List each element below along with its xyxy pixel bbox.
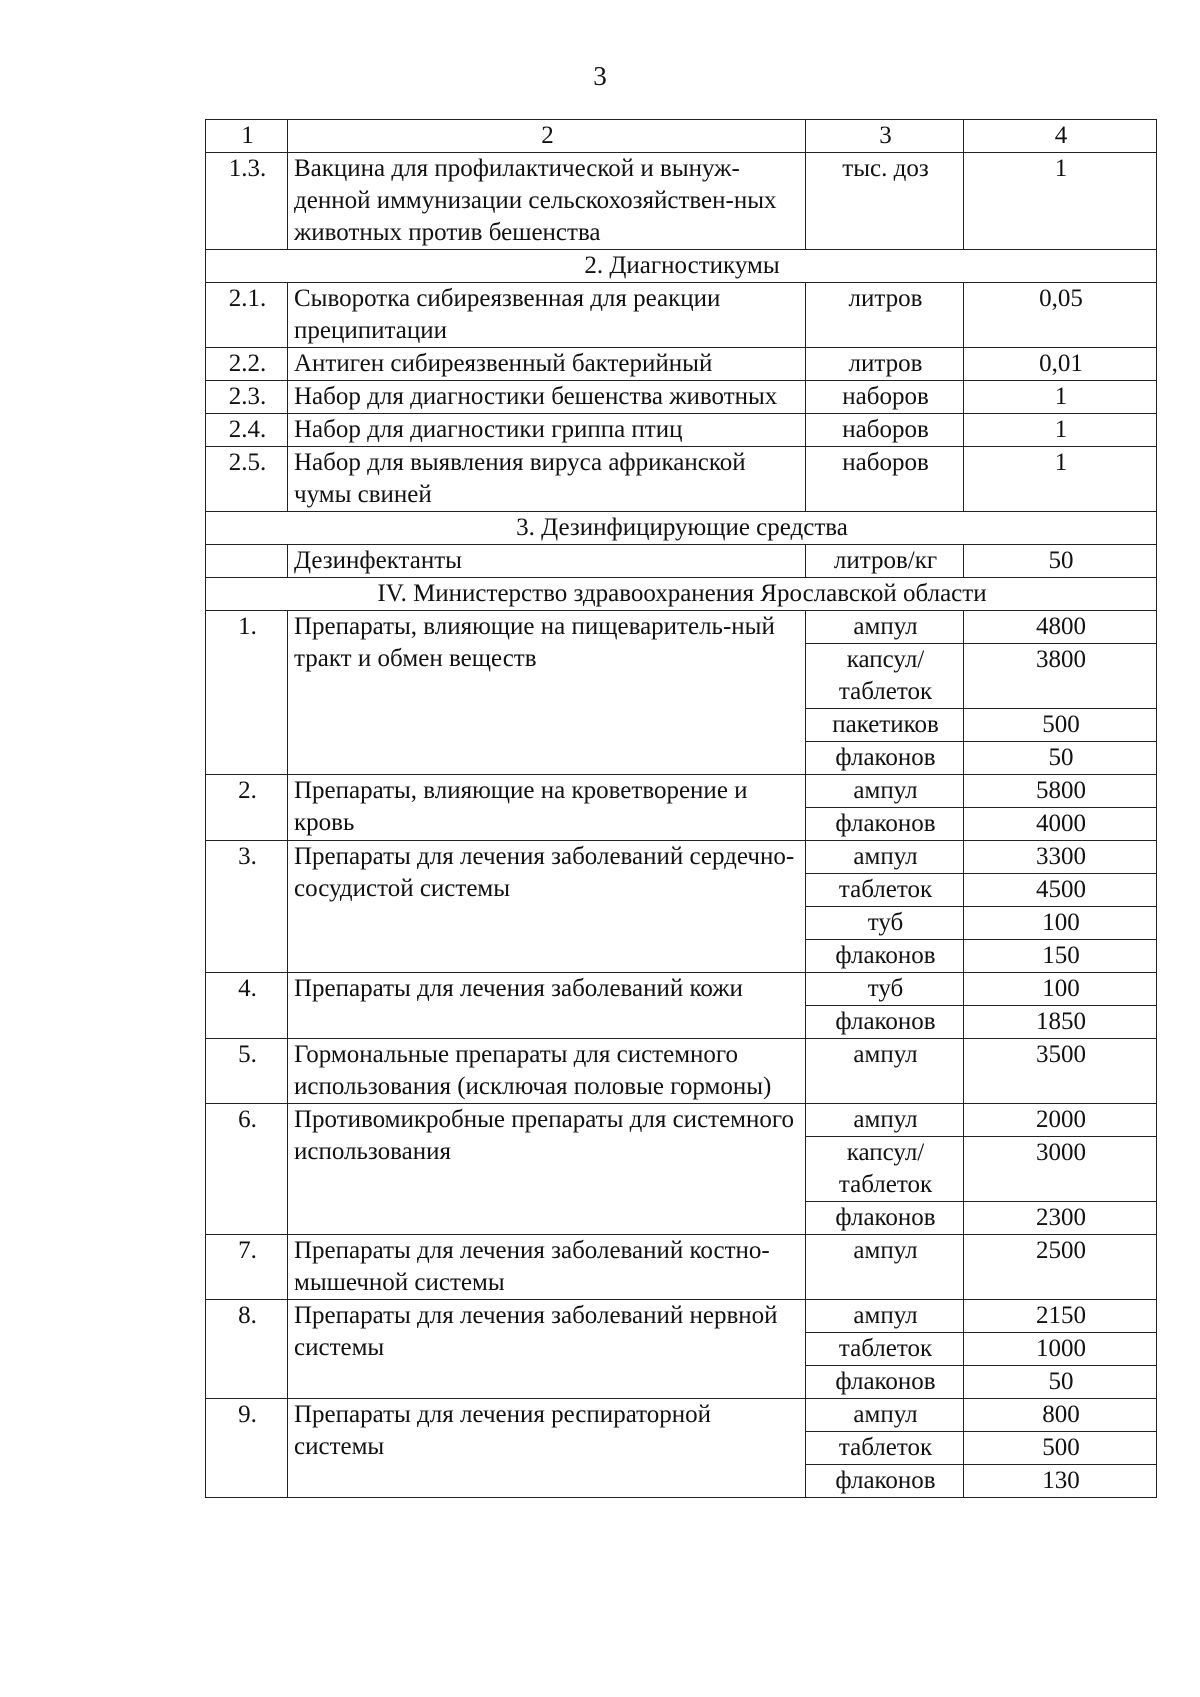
item-name: Набор для диагностики бешенства животных [288,381,806,414]
item-name: Гормональные препараты для системного использования (исключая половые гормоны) [288,1039,806,1104]
unit-cell: капсул/ таблеток [806,644,964,709]
item-number: 2. [206,775,288,841]
header-cell: 2 [288,120,806,153]
item-name: Сыворотка сибиреязвенная для реакции преципитации [288,283,806,348]
quantity-cell: 1 [964,447,1157,512]
quantity-cell: 5800 [964,775,1157,808]
quantity-cell: 1850 [964,1006,1157,1039]
item-number: 3. [206,841,288,973]
quantity-cell: 3500 [964,1039,1157,1104]
quantity-cell: 2150 [964,1300,1157,1333]
unit-cell: литров [806,348,964,381]
quantity-cell: 50 [964,742,1157,775]
unit-cell: флаконов [806,742,964,775]
header-cell: 1 [206,120,288,153]
item-number: 4. [206,973,288,1039]
unit-cell: литров [806,283,964,348]
unit-cell: ампул [806,1039,964,1104]
item-name: Препараты для лечения респираторной системы [288,1399,806,1498]
quantity-cell: 800 [964,1399,1157,1432]
item-name: Набор для диагностики гриппа птиц [288,414,806,447]
item-name: Препараты для лечения заболеваний нервной системы [288,1300,806,1399]
quantity-cell: 2300 [964,1202,1157,1235]
unit-cell: таблеток [806,1333,964,1366]
quantity-cell: 3300 [964,841,1157,874]
table-row [206,973,1157,1006]
quantity-cell: 1 [964,381,1157,414]
unit-cell: таблеток [806,874,964,907]
item-number: 7. [206,1235,288,1300]
item-name: Препараты для лечения заболеваний сердечно-сосудистой системы [288,841,806,973]
item-number: 2.5. [206,447,288,512]
quantity-cell: 1000 [964,1333,1157,1366]
unit-cell: флаконов [806,1202,964,1235]
page-number: 3 [593,61,607,91]
item-number: 2.4. [206,414,288,447]
unit-cell: наборов [806,414,964,447]
quantity-cell: 2500 [964,1235,1157,1300]
quantity-cell: 1 [964,414,1157,447]
section-title: 3. Дезинфицирующие средства [206,512,1157,545]
item-name: Антиген сибиреязвенный бактерийный [288,348,806,381]
quantity-cell: 4000 [964,808,1157,841]
item-number: 2.2. [206,348,288,381]
item-number: 1. [206,611,288,775]
unit-cell: ампул [806,1300,964,1333]
quantity-cell: 3000 [964,1137,1157,1202]
quantity-cell: 4800 [964,611,1157,644]
table-row [206,153,1157,250]
unit-cell: наборов [806,381,964,414]
item-number: 2.1. [206,283,288,348]
quantity-cell: 500 [964,1432,1157,1465]
table-row [206,447,1157,512]
quantity-cell: 130 [964,1465,1157,1498]
quantity-cell: 4500 [964,874,1157,907]
unit-cell: флаконов [806,1006,964,1039]
item-name: Препараты для лечения заболеваний костно-мышечной системы [288,1235,806,1300]
unit-cell: флаконов [806,1465,964,1498]
item-number: 6. [206,1104,288,1235]
item-number: 1.3. [206,153,288,250]
header-row [206,120,1157,153]
unit-cell: ампул [806,775,964,808]
unit-cell: туб [806,973,964,1006]
section-row [206,578,1157,611]
section-title: 2. Диагностикумы [206,250,1157,283]
table-row [206,1235,1157,1300]
table-row [206,611,1157,644]
item-name: Дезинфектанты [288,545,806,578]
table-row [206,348,1157,381]
table-row [206,381,1157,414]
unit-cell: ампул [806,841,964,874]
unit-cell: ампул [806,1399,964,1432]
quantity-cell: 50 [964,1366,1157,1399]
item-number: 2.3. [206,381,288,414]
table-row [206,414,1157,447]
quantity-cell: 2000 [964,1104,1157,1137]
quantity-cell: 500 [964,709,1157,742]
unit-cell: ампул [806,611,964,644]
unit-cell: пакетиков [806,709,964,742]
table-row [206,1039,1157,1104]
item-number: 5. [206,1039,288,1104]
unit-cell: туб [806,907,964,940]
unit-cell: тыс. доз [806,153,964,250]
table-row [206,1104,1157,1137]
unit-cell: флаконов [806,808,964,841]
item-name: Набор для выявления вируса африканской чумы свиней [288,447,806,512]
table-row [206,841,1157,874]
table-row [206,283,1157,348]
quantity-cell: 0,01 [964,348,1157,381]
table-row [206,545,1157,578]
item-number [206,545,288,578]
table-row [206,1300,1157,1333]
header-cell: 4 [964,120,1157,153]
unit-cell: литров/кг [806,545,964,578]
section-title: IV. Министерство здравоохранения Ярославской области [206,578,1157,611]
unit-cell: наборов [806,447,964,512]
item-name: Вакцина для профилактической и вынуж-денной иммунизации сельскохозяйствен-ных животных против бешенства [288,153,806,250]
unit-cell: ампул [806,1235,964,1300]
supplies-table [205,119,1157,1498]
section-row [206,512,1157,545]
quantity-cell: 150 [964,940,1157,973]
quantity-cell: 100 [964,907,1157,940]
unit-cell: флаконов [806,1366,964,1399]
section-row [206,250,1157,283]
item-name: Препараты для лечения заболеваний кожи [288,973,806,1039]
quantity-cell: 100 [964,973,1157,1006]
unit-cell: капсул/ таблеток [806,1137,964,1202]
item-number: 9. [206,1399,288,1498]
item-number: 8. [206,1300,288,1399]
quantity-cell: 1 [964,153,1157,250]
quantity-cell: 3800 [964,644,1157,709]
item-name: Препараты, влияющие на кроветворение и кровь [288,775,806,841]
item-name: Противомикробные препараты для системного использования [288,1104,806,1235]
quantity-cell: 0,05 [964,283,1157,348]
table-row [206,775,1157,808]
unit-cell: флаконов [806,940,964,973]
quantity-cell: 50 [964,545,1157,578]
table-row [206,1399,1157,1432]
item-name: Препараты, влияющие на пищеваритель-ный тракт и обмен веществ [288,611,806,775]
unit-cell: ампул [806,1104,964,1137]
unit-cell: таблеток [806,1432,964,1465]
header-cell: 3 [806,120,964,153]
